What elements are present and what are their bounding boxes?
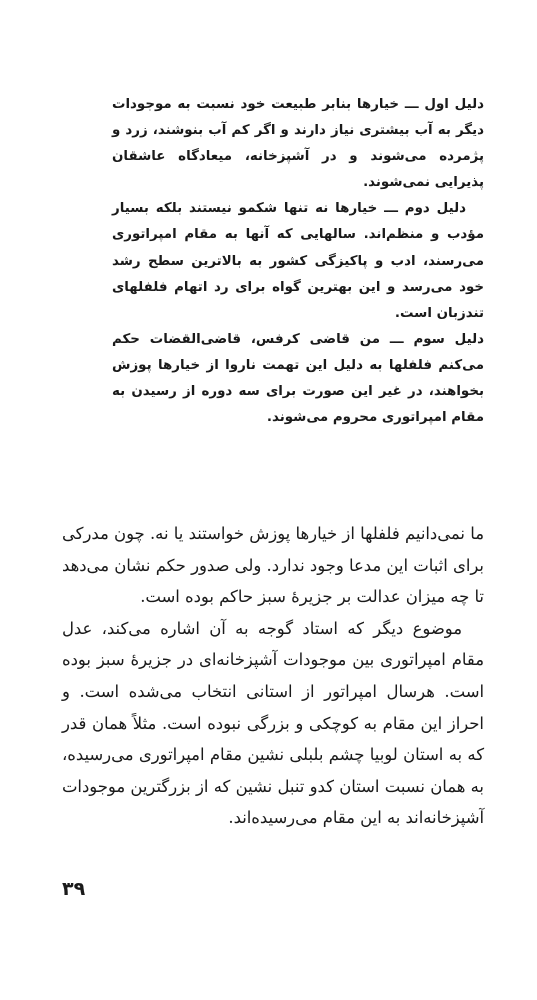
body-text	[62, 518, 484, 834]
body-paragraph-1: ما نمی‌دانیم فلفلها از خیارها پوزش خواستند یا نه. چون مدرکی برای اثبات این مدعا وجود ندارد. ولی صدور حکم نشان می‌دهد تا چه میزان عدالت بر جزیرهٔ سبز حاکم بوده است.	[62, 524, 484, 607]
verdict-quote-block	[112, 92, 484, 431]
page-number: ۳۹	[62, 878, 86, 900]
quote-paragraph-second-reason: دلیل دوم ـــ خیارها نه تنها شکمو نیستند بلکه بسیار مؤدب و منظم‌اند. سالهایی که آنها به مقام امپراتوری می‌رسند، ادب و پاکیزگی کشور به بالاترین سطح رشد خود می‌رسد و این بهترین گواه برای رد اتهام فلفلهای تندزبان است.	[112, 201, 484, 321]
quote-paragraph-first-reason: دلیل اول ـــ خیارها بنابر طبیعت خود نسبت به موجودات دیگر به آب بیشتری نیاز دارند و اگر کم آب بنوشند، زرد و پژمرده می‌شوند و در آشپزخانه، میعادگاه عاشقان پذیرایی نمی‌شوند.	[112, 97, 484, 191]
quote-paragraph-third-reason: دلیل سوم ـــ من قاضی کرفس، قاضی‌القضات حکم می‌کنم فلفلها به دلیل این تهمت ناروا از خیارها پوزش بخواهند، در غیر این صورت برای سه دوره از رسیدن به مقام امپراتوری محروم می‌شوند.	[112, 331, 484, 426]
body-paragraph-2: موضوع دیگر که استاد گوجه به آن اشاره می‌کند، عدل مقام امپراتوری بین موجودات آشپزخانه‌ای در جزیرهٔ سبز بوده است. هرسال امپراتور از استانی انتخاب می‌شده است. و احراز این مقام به کوچکی و بزرگی نبوده است. مثلاً همان قدر که به استان لوبیا چشم بلبلی نشین مقام امپراتوری می‌رسیده، به همان نسبت استان کدو تنبل نشین که از بزرگترین موجودات آشپزخانه‌اند به این مقام می‌رسیده‌اند.	[62, 618, 484, 828]
